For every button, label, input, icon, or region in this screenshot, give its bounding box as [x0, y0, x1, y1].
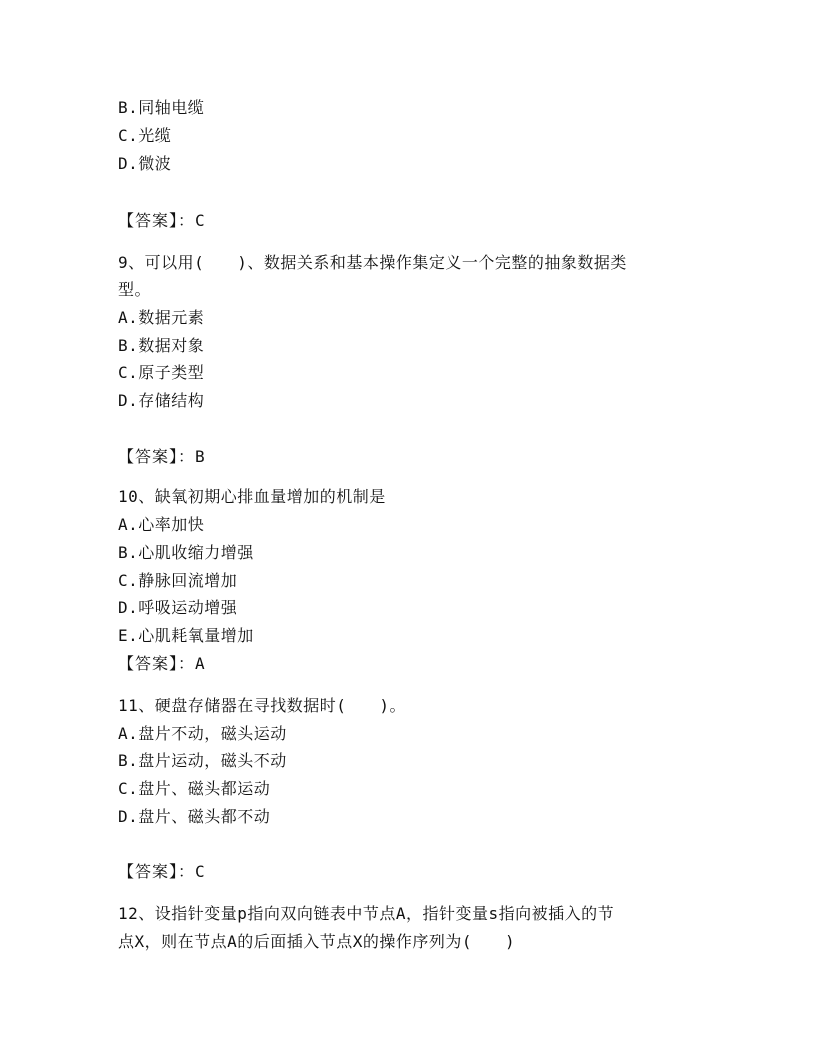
answer-label: 【答案】：C [118, 211, 206, 230]
option-d: D.存储结构 [118, 391, 205, 410]
question-stem: 12、设指针变量p指向双向链表中节点A，指针变量s指向被插入的节 [118, 904, 615, 923]
option-d: D.盘片、磁头都不动 [118, 807, 271, 826]
question-stem-continued: 型。 [118, 280, 152, 299]
question-stem-continued: 点X，则在节点A的后面插入节点X的操作序列为( ) [118, 932, 516, 951]
option-a: A.盘片不动，磁头运动 [118, 724, 287, 743]
option-a: A.心率加快 [118, 515, 205, 534]
option-b: B.数据对象 [118, 336, 205, 355]
answer-label: 【答案】：C [118, 862, 206, 881]
option-e: E.心肌耗氧量增加 [118, 626, 254, 645]
question-stem: 9、可以用( )、数据关系和基本操作集定义一个完整的抽象数据类 [118, 253, 627, 272]
option-b: B.盘片运动，磁头不动 [118, 751, 287, 770]
option-d: D.呼吸运动增强 [118, 598, 238, 617]
question-stem: 10、缺氧初期心排血量增加的机制是 [118, 487, 386, 506]
question-stem: 11、硬盘存储器在寻找数据时( )。 [118, 696, 407, 715]
option-b: B.心肌收缩力增强 [118, 543, 254, 562]
option-c: C.盘片、磁头都运动 [118, 779, 271, 798]
option-c: C.光缆 [118, 126, 172, 145]
option-c: C.原子类型 [118, 363, 205, 382]
option-d: D.微波 [118, 154, 172, 173]
option-a: A.数据元素 [118, 308, 205, 327]
answer-label: 【答案】：A [118, 654, 206, 673]
option-c: C.静脉回流增加 [118, 571, 238, 590]
answer-label: 【答案】：B [118, 447, 206, 466]
option-b: B.同轴电缆 [118, 98, 205, 117]
